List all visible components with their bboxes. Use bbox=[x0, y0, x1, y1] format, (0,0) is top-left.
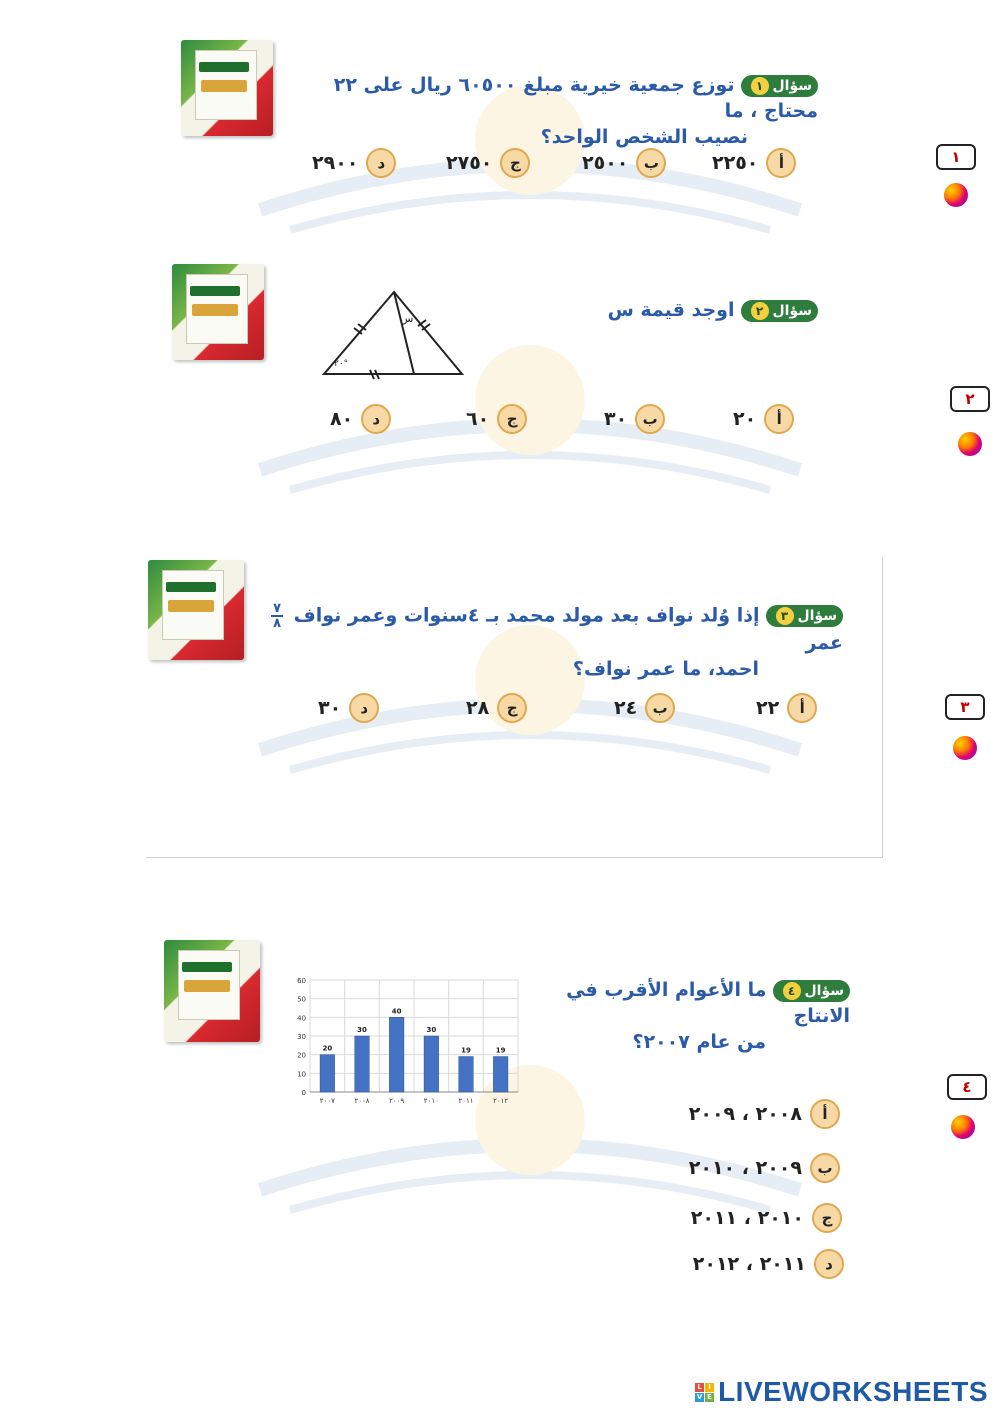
question-line: احمد، ما عمر نواف؟ bbox=[572, 658, 759, 680]
option-letter: د bbox=[361, 404, 391, 434]
fraction-numerator: ٧ bbox=[273, 601, 282, 616]
data-label: 19 bbox=[495, 1046, 506, 1055]
x-tick-label: ٢٠١٠ bbox=[423, 1097, 439, 1105]
question-number-box: ٣ bbox=[945, 694, 985, 720]
badge-word: سؤال bbox=[804, 982, 844, 999]
option-b[interactable] bbox=[614, 693, 675, 723]
option-d[interactable] bbox=[330, 404, 391, 434]
book-cover-image bbox=[164, 940, 260, 1042]
x-tick-label: ٢٠١٢ bbox=[493, 1097, 509, 1105]
badge-word: سؤال bbox=[797, 608, 837, 624]
question-line: نصيب الشخص الواحد؟ bbox=[540, 126, 748, 148]
option-value: ٢٨ bbox=[466, 697, 490, 719]
y-tick-label: 60 bbox=[297, 977, 306, 985]
answer-dot-icon[interactable] bbox=[944, 183, 968, 207]
question-1-text bbox=[278, 72, 818, 150]
question-3-text bbox=[243, 602, 843, 682]
option-c[interactable] bbox=[446, 148, 530, 178]
logo-mark-letter: V bbox=[696, 1392, 703, 1401]
y-tick-label: 0 bbox=[301, 1089, 306, 1097]
question-badge bbox=[741, 75, 819, 97]
x-tick-label: ٢٠٠٩ bbox=[389, 1097, 405, 1105]
badge-number: ٣ bbox=[776, 607, 794, 625]
logo-mark-letter: I bbox=[705, 1383, 714, 1392]
option-value: ٢٩٠٠ bbox=[312, 152, 359, 174]
option-value: ٢٠١٠ ، ٢٠١١ bbox=[690, 1207, 804, 1229]
option-letter: د bbox=[349, 693, 379, 723]
option-letter: أ bbox=[810, 1099, 840, 1129]
bar bbox=[493, 1057, 508, 1092]
x-tick-label: ٢٠٠٧ bbox=[319, 1097, 335, 1105]
option-letter: ب bbox=[636, 148, 666, 178]
option-letter: أ bbox=[766, 148, 796, 178]
option-a[interactable] bbox=[756, 693, 817, 723]
data-label: 19 bbox=[461, 1046, 471, 1055]
fraction bbox=[271, 602, 283, 630]
question-line: ما الأعوام الأقرب في الانتاج bbox=[566, 979, 850, 1027]
bar bbox=[320, 1055, 335, 1092]
question-number-box: ٢ bbox=[950, 386, 990, 412]
option-letter: د bbox=[366, 148, 396, 178]
option-value: ٢٥٠٠ bbox=[582, 152, 629, 174]
triangle-angle-label: ٢٠° bbox=[334, 359, 349, 369]
question-number-box: ٤ bbox=[947, 1074, 987, 1100]
bar bbox=[424, 1036, 439, 1092]
option-value: ٣٠ bbox=[318, 697, 342, 719]
option-letter: أ bbox=[787, 693, 817, 723]
option-letter: ج bbox=[812, 1203, 842, 1233]
option-value: ٢٢٥٠ bbox=[712, 152, 759, 174]
badge-word: سؤال bbox=[772, 302, 812, 319]
option-b[interactable] bbox=[582, 148, 666, 178]
badge-number: ٢ bbox=[751, 302, 769, 320]
option-value: ٢٤ bbox=[614, 697, 638, 719]
triangle-figure bbox=[318, 286, 468, 382]
option-value: ٨٠ bbox=[330, 408, 354, 430]
logo-mark-letter: E bbox=[705, 1393, 714, 1402]
y-tick-label: 50 bbox=[297, 995, 306, 1004]
question-2-text bbox=[518, 297, 818, 323]
badge-word: سؤال bbox=[772, 77, 812, 94]
question-badge bbox=[741, 300, 819, 322]
option-c[interactable] bbox=[691, 1203, 842, 1233]
option-d[interactable] bbox=[693, 1249, 844, 1279]
y-tick-label: 10 bbox=[297, 1070, 306, 1079]
option-letter: د bbox=[814, 1249, 844, 1279]
question-line: اوجد قيمة س bbox=[607, 299, 735, 321]
y-tick-label: 20 bbox=[297, 1051, 306, 1060]
data-label: 20 bbox=[322, 1044, 333, 1053]
book-cover-image bbox=[172, 264, 264, 360]
option-b[interactable] bbox=[604, 404, 665, 434]
question-badge bbox=[766, 605, 844, 627]
option-letter: أ bbox=[764, 404, 794, 434]
option-value: ٢٠٠٩ ، ٢٠١٠ bbox=[688, 1157, 802, 1179]
option-a[interactable] bbox=[712, 148, 796, 178]
option-d[interactable] bbox=[318, 693, 379, 723]
option-value: ٦٠ bbox=[466, 408, 490, 430]
fraction-denominator: ٨ bbox=[273, 616, 282, 631]
liveworksheets-logo bbox=[695, 1376, 988, 1408]
option-letter: ب bbox=[810, 1153, 840, 1183]
question-badge bbox=[773, 980, 851, 1002]
bar bbox=[355, 1036, 370, 1092]
logo-text: LIVEWORKSHEETS bbox=[718, 1376, 988, 1407]
option-value: ٣٠ bbox=[604, 408, 628, 430]
question-number-box: ١ bbox=[936, 144, 976, 170]
bar bbox=[389, 1017, 404, 1092]
option-c[interactable] bbox=[466, 404, 527, 434]
logo-mark-icon bbox=[695, 1383, 714, 1402]
question-line: من عام ٢٠٠٧؟ bbox=[632, 1031, 766, 1053]
question-4-text bbox=[510, 977, 850, 1055]
answer-dot-icon[interactable] bbox=[958, 432, 982, 456]
option-letter: ج bbox=[497, 693, 527, 723]
option-letter: ب bbox=[635, 404, 665, 434]
production-bar-chart bbox=[288, 972, 528, 1112]
option-value: ٢٠٠٨ ، ٢٠٠٩ bbox=[688, 1103, 802, 1125]
option-value: ٢٢ bbox=[756, 697, 780, 719]
x-tick-label: ٢٠٠٨ bbox=[354, 1097, 370, 1105]
option-value: ٢٠١١ ، ٢٠١٢ bbox=[692, 1253, 806, 1275]
option-b[interactable] bbox=[689, 1153, 840, 1183]
badge-number: ١ bbox=[751, 77, 769, 95]
badge-number: ٤ bbox=[783, 982, 801, 1000]
logo-mark-letter: L bbox=[695, 1383, 704, 1392]
question-line: عمر bbox=[805, 632, 843, 654]
bar bbox=[459, 1057, 474, 1092]
data-label: 40 bbox=[391, 1007, 402, 1016]
option-a[interactable] bbox=[689, 1099, 840, 1129]
book-cover-image bbox=[148, 560, 244, 660]
y-tick-label: 40 bbox=[297, 1014, 306, 1023]
answer-dot-icon[interactable] bbox=[953, 736, 977, 760]
option-value: ٢٧٥٠ bbox=[446, 152, 493, 174]
question-line: توزع جمعية خيرية مبلغ ٦٠٥٠٠ ريال على ٢٢ محتاج ، ما bbox=[333, 74, 818, 122]
data-label: 30 bbox=[426, 1026, 437, 1034]
option-letter: ب bbox=[645, 693, 675, 723]
triangle-variable-label: س bbox=[400, 312, 414, 325]
book-cover-image bbox=[181, 40, 273, 136]
option-letter: ج bbox=[500, 148, 530, 178]
data-label: 30 bbox=[357, 1026, 367, 1034]
option-d[interactable] bbox=[312, 148, 396, 178]
option-letter: ج bbox=[497, 404, 527, 434]
y-tick-label: 30 bbox=[297, 1033, 306, 1041]
x-tick-label: ٢٠١١ bbox=[458, 1097, 474, 1105]
option-a[interactable] bbox=[733, 404, 794, 434]
option-value: ٢٠ bbox=[733, 408, 757, 430]
option-c[interactable] bbox=[466, 693, 527, 723]
answer-dot-icon[interactable] bbox=[951, 1115, 975, 1139]
question-line: إذا وُلد نواف بعد مولد محمد بـ ٤سنوات وعمر نواف bbox=[293, 604, 760, 627]
